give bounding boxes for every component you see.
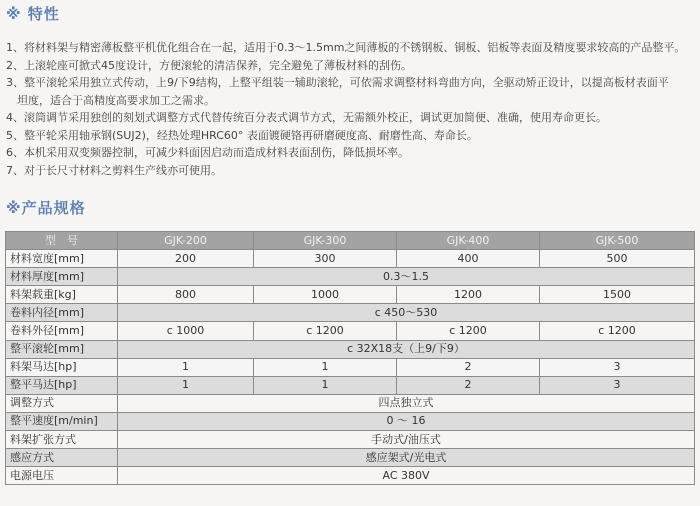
feature-item-continuation: 坦度，适合于高精度高要求加工之需求。 bbox=[17, 93, 215, 107]
row-label: 材料厚度[mm] bbox=[6, 268, 118, 286]
row-label: 整平马达[hp] bbox=[6, 376, 118, 394]
table-cell: 3 bbox=[540, 376, 695, 394]
table-cell: c 1000 bbox=[118, 322, 254, 340]
feature-item: 6、本机采用双变频器控制，可减少料面因启动而造成材料表面刮伤，降低损坏率。 bbox=[6, 146, 409, 159]
row-label: 料架扩张方式 bbox=[6, 431, 118, 449]
table-row bbox=[6, 412, 695, 430]
header-cell-gjk200: GJK-200 bbox=[118, 232, 254, 250]
row-label: 整平滚轮[mm] bbox=[6, 340, 118, 358]
table-cell: 1500 bbox=[540, 286, 695, 304]
table-cell: 300 bbox=[254, 250, 397, 268]
header-cell-gjk300: GJK-300 bbox=[254, 232, 397, 250]
row-label: 料架马达[hp] bbox=[6, 358, 118, 376]
row-label: 卷料外径[mm] bbox=[6, 322, 118, 340]
table-row bbox=[6, 467, 695, 485]
row-label: 料架载重[kg] bbox=[6, 286, 118, 304]
header-cell-gjk400: GJK-400 bbox=[397, 232, 540, 250]
table-cell-merged: 感应架式/光电式 bbox=[118, 449, 695, 467]
table-cell-merged: c 32X18支（上9/下9） bbox=[118, 340, 695, 358]
table-cell: c 1200 bbox=[540, 322, 695, 340]
table-cell: 400 bbox=[397, 250, 540, 268]
spec-table bbox=[5, 231, 695, 485]
table-cell-merged: 手动式/油压式 bbox=[118, 431, 695, 449]
table-row bbox=[6, 394, 695, 412]
row-label: 调整方式 bbox=[6, 394, 118, 412]
table-cell: 500 bbox=[540, 250, 695, 268]
table-cell: 1 bbox=[254, 358, 397, 376]
table-cell: 200 bbox=[118, 250, 254, 268]
feature-item: 4、滚筒调节采用独创的刻划式调整方式代替传统百分表式调节方式，无需额外校正，调试更加简便、准确，使用寿命更长。 bbox=[6, 111, 607, 124]
spec-heading: ※产品规格 bbox=[6, 199, 86, 217]
row-label: 材料宽度[mm] bbox=[6, 250, 118, 268]
row-label: 电源电压 bbox=[6, 467, 118, 485]
feature-item: 3、整平滚轮采用独立式传动，上9/下9结构，上整平组装一辅助滚轮，可依需求调整材料弯曲方向，全驱动矫正设计，以提高板材表面平 bbox=[6, 76, 669, 89]
table-cell: 3 bbox=[540, 358, 695, 376]
table-row bbox=[6, 431, 695, 449]
table-cell-merged: 0.3～1.5 bbox=[118, 268, 695, 286]
features-list bbox=[6, 39, 696, 179]
table-cell-merged: 0 ～ 16 bbox=[118, 412, 695, 430]
row-label: 卷料内径[mm] bbox=[6, 304, 118, 322]
spec-table-header bbox=[6, 232, 695, 250]
features-heading: ※ 特性 bbox=[6, 5, 60, 23]
table-cell: 1200 bbox=[397, 286, 540, 304]
table-row bbox=[6, 376, 695, 394]
feature-item: 2、上滚轮座可掀式45度设计，方便滚轮的清洁保养，完全避免了薄板材料的刮伤。 bbox=[6, 58, 412, 72]
feature-item: 5、整平轮采用轴承钢(SUJ2)，经热处理HRC60° 表面镀硬铬再研磨硬度高、耐磨性高、寿命长。 bbox=[6, 128, 478, 142]
table-cell-merged: AC 380V bbox=[118, 467, 695, 485]
table-row bbox=[6, 322, 695, 340]
row-label: 感应方式 bbox=[6, 449, 118, 467]
header-cell-gjk500: GJK-500 bbox=[540, 232, 695, 250]
table-cell: c 1200 bbox=[397, 322, 540, 340]
feature-item: 7、对于长尺寸材料之剪料生产线亦可使用。 bbox=[6, 163, 222, 177]
table-cell: 2 bbox=[397, 358, 540, 376]
table-row bbox=[6, 304, 695, 322]
table-cell: 1 bbox=[118, 358, 254, 376]
row-label: 整平速度[m/min] bbox=[6, 412, 118, 430]
table-row bbox=[6, 250, 695, 268]
table-row bbox=[6, 340, 695, 358]
table-cell: c 1200 bbox=[254, 322, 397, 340]
table-cell-merged: 四点独立式 bbox=[118, 394, 695, 412]
table-cell: 2 bbox=[397, 376, 540, 394]
table-row bbox=[6, 358, 695, 376]
table-cell: 1 bbox=[254, 376, 397, 394]
table-cell: 800 bbox=[118, 286, 254, 304]
table-cell-merged: c 450～530 bbox=[118, 304, 695, 322]
table-row bbox=[6, 268, 695, 286]
header-cell-model: 型 号 bbox=[6, 232, 118, 250]
table-row bbox=[6, 449, 695, 467]
feature-item: 1、将材料架与精密薄板整平机优化组合在一起，适用于0.3～1.5mm之间薄板的不锈钢板、铜板、铝板等表面及精度要求较高的产品整平。 bbox=[6, 41, 686, 54]
table-row bbox=[6, 286, 695, 304]
table-cell: 1 bbox=[118, 376, 254, 394]
table-cell: 1000 bbox=[254, 286, 397, 304]
